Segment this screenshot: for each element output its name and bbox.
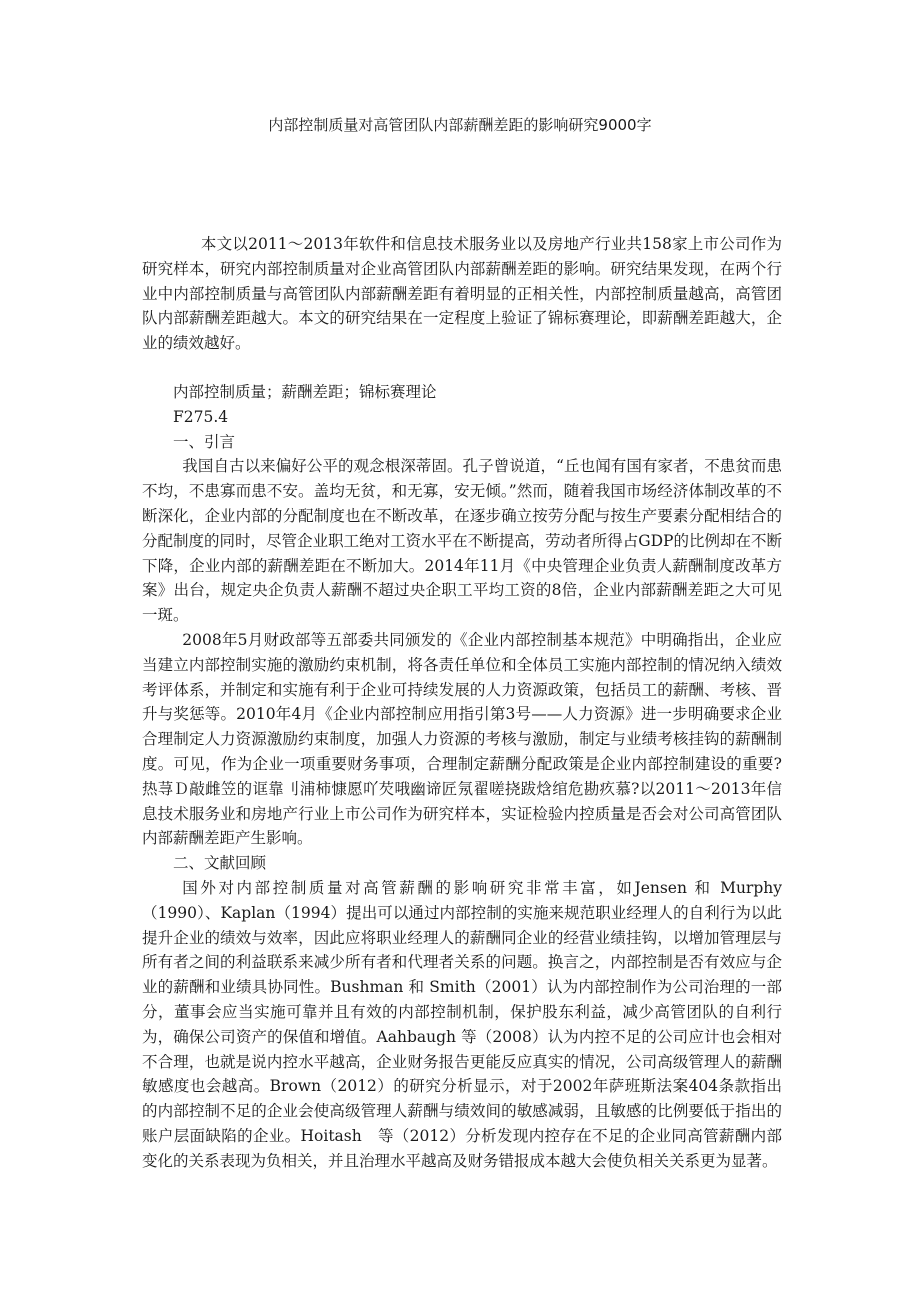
section-heading-literature-review: 二、文献回顾 — [173, 854, 267, 873]
paragraph-introduction-2: 2008年5月财政部等五部委共同颁发的《企业内部控制基本规范》中明确指出，企业应当建立内部控制实施的激励约束机制，将各责任单位和全体员工实施内部控制的情况纳入绩效考评体系，并制定和实施有利于企业可持续发展的人力资源政策，包括员工的薪酬、考核、晋升与奖惩等。2010年4月《企业内部控制应用指引第3号——人力资源》进一步明确要求企业合理制定人力资源激励约束制度，加强人力资源的考核与激励，制定与业绩考核挂钩的薪酬制度。可见，作为企业一项重要财务事项，合理制定薪酬分配政策是企业内部控制建设的重要?热荨Ｄ敲雌笠的诓靠刂浦柿慷愿吖芡哦幽谛匠氖翟嗟挠跋焓绾危勘疚慕?以2011～2013年信息技术服务业和房地产行业上市公司作为研究样本，实证检验内控质量是否会对公司高管团队内部薪酬差距产生影响。 — [142, 630, 782, 848]
section-heading-introduction: 一、引言 — [173, 432, 236, 451]
document-body — [142, 232, 782, 1173]
classification-code: F275.4 — [173, 407, 229, 426]
document-title: 内部控制质量对高管团队内部薪酬差距的影响研究9000字 — [268, 116, 652, 134]
paragraph-literature-review-1: 国外对内部控制质量对高管薪酬的影响研究非常丰富，如Jensen 和 Murphy（1990）、Kaplan（1994）提出可以通过内部控制的实施来规范职业经理人的自利行为以此提升企业的绩效与效率，因此应将职业经理人的薪酬同企业的经营业绩挂钩，以增加管理层与所有者之间的利益联系来减少所有者和代理者关系的问题。换言之，内部控制是否有效应与企业的薪酬和业绩具协同性。Bushman 和 Smith（2001）认为内部控制作为公司治理的一部分，董事会应当实施可靠并且有效的内部控制机制，保护股东利益，减少高管团队的自利行为，确保公司资产的保值和增值。Aahbaugh 等（2008）认为内控不足的公司应计也会相对不合理，也就是说内控水平越高，企业财务报告更能反应真实的情况，公司高级管理人的薪酬敏感度也会越高。Brown（2012）的研究分析显示，对于2002年萨班斯法案404条款指出的内部控制不足的企业会使高级管理人薪酬与绩效间的敏感减弱，且敏感的比例要低于指出的账户层面缺陷的企业。Hoitash 等（2012）分析发现内控存在不足的企业同高管薪酬内部变化的关系表现为负相关，并且治理水平越高及财务错报成本越大会使负相关关系更为显著。 — [142, 878, 782, 1170]
keywords-line: 内部控制质量；薪酬差距；锦标赛理论 — [173, 382, 437, 401]
paragraph-introduction-1: 我国自古以来偏好公平的观念根深蒂固。孔子曾说道，“丘也闻有国有家者，不患贫而患不均，不患寡而患不安。盖均无贫，和无寡，安无倾。”然而，随着我国市场经济体制改革的不断深化，企业内部的分配制度也在不断改革，在逐步确立按劳分配与按生产要素分配相结合的分配制度的同时，尽管企业职工绝对工资水平在不断提高，劳动者所得占GDP的比例却在不断下降，企业内部的薪酬差距在不断加大。2014年11月《中央管理企业负责人薪酬制度改革方案》出台，规定央企负责人薪酬不超过央企职工平均工资的8倍，企业内部薪酬差距之大可见一斑。 — [142, 457, 782, 625]
abstract-paragraph: 本文以2011～2013年软件和信息技术服务业以及房地产行业共158家上市公司作为研究样本，研究内部控制质量对企业高管团队内部薪酬差距的影响。研究结果发现，在两个行业中内部控制质量与高管团队内部薪酬差距有着明显的正相关性，内部控制质量越高，高管团队内部薪酬差距越大。本文的研究结果在一定程度上验证了锦标赛理论，即薪酬差距越大，企业的绩效越好。 — [142, 235, 782, 353]
